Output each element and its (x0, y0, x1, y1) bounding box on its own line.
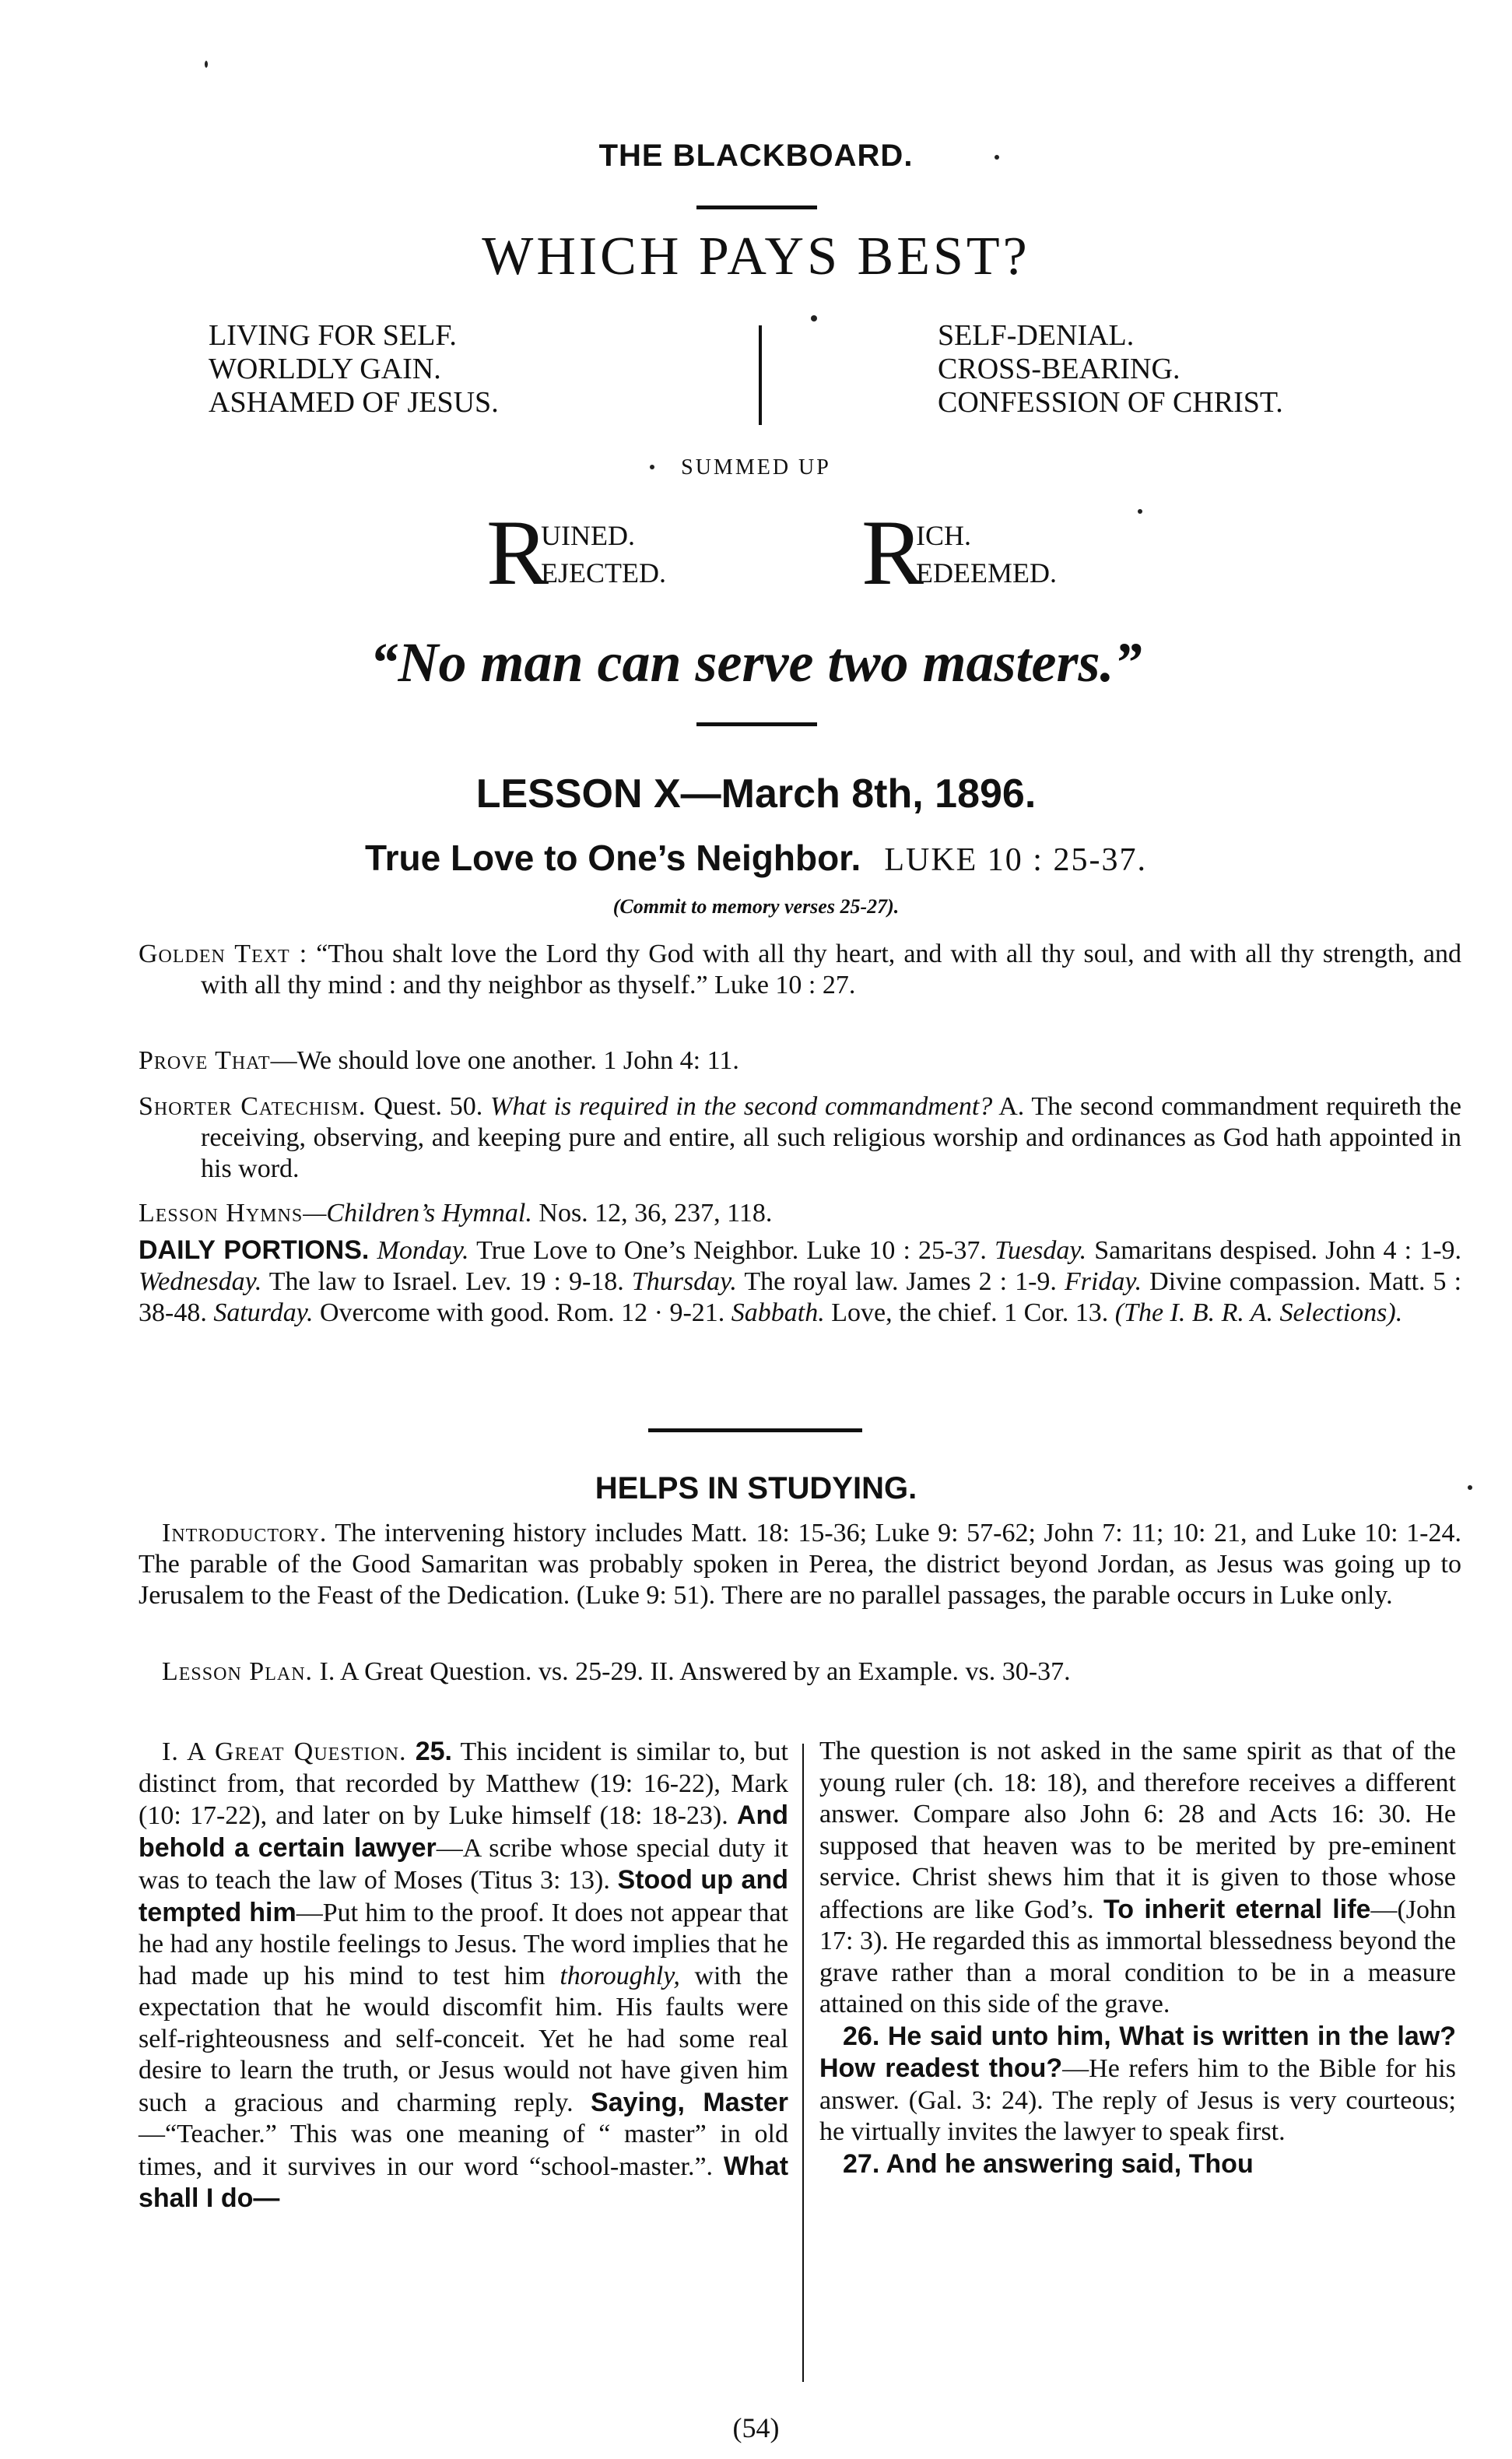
left-item: LIVING FOR SELF. (209, 319, 457, 352)
ruined-rejected-block (486, 501, 743, 604)
rich-redeemed-block (861, 501, 1142, 604)
commentary: —A scribe whose special duty it was to teach the law of Moses (Titus 3: 13). (139, 1833, 788, 1895)
golden-text-label: Golden Text : (139, 940, 308, 968)
helps-title: HELPS IN STUDYING. (595, 1471, 917, 1505)
rejected-text: EJECTED. (541, 557, 666, 588)
shorter-catechism (139, 1091, 1461, 1185)
prove-that (139, 1045, 1461, 1077)
print-speck (811, 315, 817, 321)
big-letter-r: R (861, 501, 924, 604)
lesson-subtitle: True Love to One’s Neighbor. (365, 838, 861, 878)
daily-text: The royal law. James 2 : 1-9. (744, 1267, 1057, 1296)
motto: “No man can serve two masters.” (370, 631, 1142, 694)
prove-that-label: Prove That (139, 1046, 271, 1075)
daily-day: Sabbath. (731, 1298, 825, 1327)
print-speck (205, 61, 208, 68)
daily-text: Samaritans despised. John 4 : 1-9. (1094, 1236, 1462, 1265)
daily-day: Tuesday. (995, 1236, 1087, 1265)
hymns-label: Lesson Hymns (139, 1199, 303, 1228)
daily-day: Monday. (377, 1236, 469, 1265)
prove-that-body: —We should love one another. 1 John 4: 11. (270, 1046, 739, 1075)
commentary: —He refers him to the Bible for his answer. (Gal. 3: 24). The reply of Jesus is very courteous; he virtually invites the lawyer to speak first. (819, 2054, 1456, 2146)
daily-selections: (The I. B. R. A. Selections). (1114, 1298, 1403, 1327)
big-letter-r: R (486, 501, 549, 604)
golden-text (139, 939, 1461, 1001)
right-item: SELF-DENIAL. (938, 319, 1135, 352)
verse-quote: Saying, Master (591, 2087, 788, 2117)
redeemed-text: EDEEMED. (916, 557, 1057, 588)
rich-text: ICH. (916, 520, 971, 551)
hymns-numbers: Nos. 12, 36, 237, 118. (538, 1199, 773, 1228)
commentary: The question is not asked in the same spirit as that of the young ruler (ch. 18: 18), and therefore receives a different answer. Compare also John 6: 28 and Acts 16: 30. He supposed that heaven was to be merited by pre-eminent service. Christ shews him that it is given to those whose affections are like God’s. (819, 1737, 1456, 1924)
verse-quote: 26. He said unto him, What is written in the law? How readest thou? (819, 2021, 1456, 2083)
daily-text: Overcome with good. Rom. 12 · 9-21. (319, 1298, 725, 1327)
right-item: CROSS-BEARING. (938, 353, 1180, 385)
daily-portions (139, 1235, 1461, 1329)
catechism-label: Shorter Catechism. (139, 1092, 367, 1121)
commentary: with the expectation that he would discomfit him. His faults were self-righteousness and self-conceit. Yet he had some real desire to learn the truth, or Jesus would not have given him such a gracious and charming reply. (139, 1961, 789, 2117)
verse-quote: To inherit eternal life (1103, 1894, 1371, 1924)
left-column (139, 1736, 788, 2215)
rule-middle (696, 722, 817, 726)
catechism-quest: Quest. 50. (374, 1092, 483, 1121)
verse-27-paragraph (819, 2148, 1456, 2181)
commit-note: (Commit to memory verses 25-27). (612, 895, 900, 918)
commentary: —(John 17: 3). He regarded this as immortal blessedness beyond the grave rather than a moral condition to be in a measure attained on this side of the grave. (819, 1895, 1456, 2018)
commentary-italic: thoroughly, (560, 1961, 680, 1990)
column-divider (802, 1744, 804, 2382)
blackboard-divider (759, 325, 762, 425)
daily-text: True Love to One’s Neighbor. Luke 10 : 25-37. (476, 1236, 987, 1265)
lesson-plan (139, 1656, 1461, 1688)
plan-text: I. A Great Question. vs. 25-29. II. Answered by an Example. vs. 30-37. (319, 1657, 1071, 1686)
page-number: (54) (732, 2412, 780, 2443)
intro-text: The intervening history includes Matt. 18: 15-36; Luke 9: 57-62; John 7: 11; 10: 21, and Luke 10: 1-24. The parable of the Good Samaritan was probably spoken in Perea, the district beyond Jordan, as Jesus was going up to Jerusalem to the Feast of the Dedication. (Luke 9: 51). There are no parallel passages, the parable occurs in Luke only. (139, 1519, 1461, 1610)
lesson-hymns (139, 1198, 1461, 1229)
verse-number: 25. (415, 1737, 452, 1766)
plan-label: Lesson Plan. (162, 1657, 314, 1686)
ruined-text: UINED. (541, 520, 635, 551)
summed-up-label: SUMMED UP (681, 455, 831, 480)
left-item: ASHAMED OF JESUS. (209, 386, 499, 419)
rule-top (696, 206, 817, 209)
daily-text: The law to Israel. Lev. 19 : 9-18. (268, 1267, 624, 1296)
catechism-question: What is required in the second commandment? (490, 1092, 993, 1121)
verse-26-paragraph (819, 2021, 1456, 2148)
verse-quote: And behold a certain lawyer (139, 1800, 789, 1863)
catechism-answer: A. The second commandment requireth the receiving, observing, and keeping pure and entire, all such religious worship and ordinances as God hath appointed in his word. (201, 1092, 1462, 1183)
daily-day: Friday. (1064, 1267, 1142, 1296)
golden-text-body: “Thou shalt love the Lord thy God with all thy heart, and with all thy soul, and with all thy strength, and with all thy mind : and thy neighbor as thyself.” Luke 10 : 27. (201, 940, 1461, 999)
verse-quote: Stood up and tempted him (139, 1865, 789, 1927)
rule-helps (648, 1428, 862, 1432)
right-column (819, 1736, 1456, 2180)
commentary: This incident is similar to, but distinct from, that recorded by Matthew (19: 16-22), Mark (10: 17-22), and later on by Luke himself (18: 18-23). (139, 1737, 789, 1830)
blackboard-heading: THE BLACKBOARD. (598, 139, 914, 173)
daily-day: Wednesday. (139, 1267, 262, 1296)
daily-text: Divine compassion. Matt. 5 : 38-48. (139, 1267, 1462, 1327)
section-label: I. A Great Question. (162, 1737, 407, 1766)
verse-quote: 27. And he answering said, Thou (843, 2148, 1254, 2179)
daily-text: Love, the chief. 1 Cor. 13. (831, 1298, 1109, 1327)
blackboard-title: WHICH PAYS BEST? (482, 227, 1030, 286)
introductory (139, 1518, 1461, 1611)
lesson-title: LESSON X—March 8th, 1896. (475, 771, 1037, 817)
daily-day: Thursday. (631, 1267, 737, 1296)
right-item: CONFESSION OF CHRIST. (938, 386, 1283, 419)
lesson-subtitle-row (0, 837, 1512, 879)
daily-day: Saturday. (213, 1298, 314, 1327)
commentary: —“Teacher.” This was one meaning of “ master” in old times, and it survives in our word “school-master.”. (139, 2120, 788, 2181)
lesson-reference: LUKE 10 : 25-37. (884, 842, 1147, 878)
intro-label: Introductory. (162, 1519, 328, 1547)
verse-quote: What shall I do— (139, 2151, 789, 2213)
blackboard-left-list (209, 319, 499, 420)
daily-label: DAILY PORTIONS. (139, 1235, 370, 1265)
left-item: WORLDLY GAIN. (209, 353, 441, 385)
commentary: —Put him to the proof. It does not appear that he had any hostile feelings to Jesus. The word implies that he had made up his mind to test him (139, 1898, 788, 1990)
hymns-book: —Children’s Hymnal. (303, 1199, 532, 1228)
blackboard-right-list (938, 319, 1283, 420)
